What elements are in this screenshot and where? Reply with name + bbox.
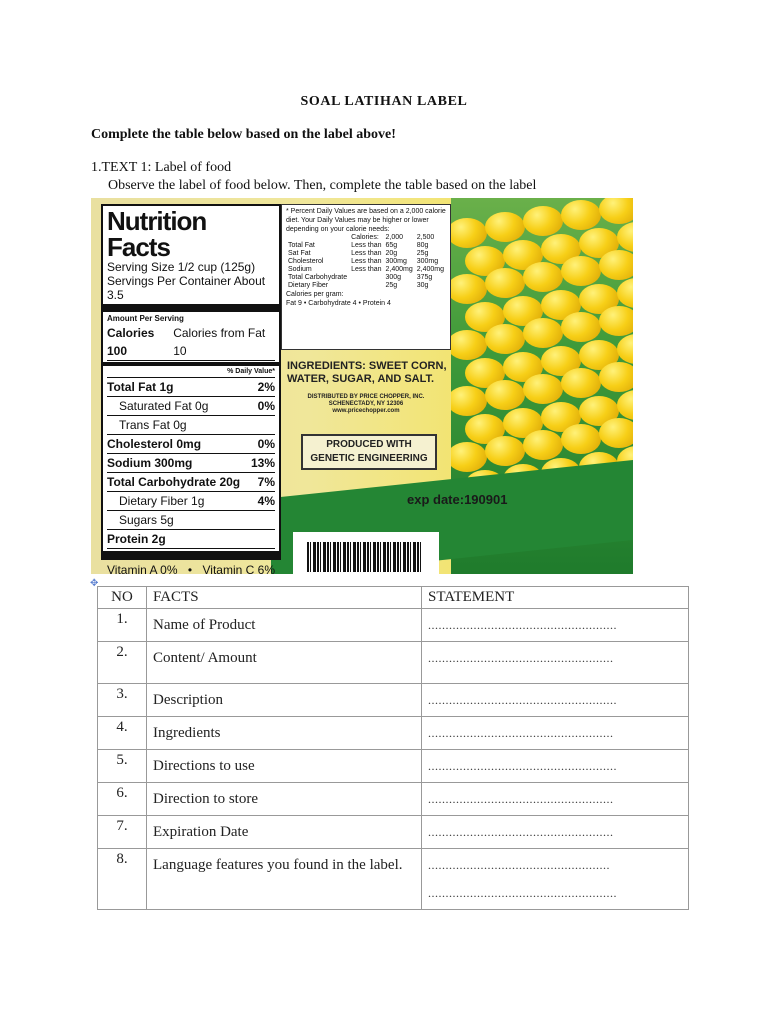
- nutrient-name: Dietary Fiber 1g: [119, 494, 205, 508]
- corn-kernel: [599, 250, 633, 280]
- daily-value-header: % Daily Value*: [107, 367, 275, 378]
- corn-kernel: [617, 278, 633, 308]
- serving-size: Serving Size 1/2 cup (125g): [107, 260, 256, 274]
- footnote-cell: 25g: [416, 250, 429, 257]
- row-number: 2.: [98, 642, 147, 684]
- answer-blank[interactable]: ......................................................: [428, 693, 617, 707]
- row-statement-cell[interactable]: [422, 816, 689, 849]
- row-fact: Description: [147, 684, 422, 717]
- footnote-cell: Less than: [351, 250, 382, 257]
- corn-kernel: [561, 312, 601, 342]
- table-row: [98, 684, 689, 717]
- corn-kernel: [523, 262, 563, 292]
- ingredients-text: INGREDIENTS: SWEET CORN, WATER, SUGAR, AND SALT.: [287, 360, 447, 385]
- row-number: 4.: [98, 717, 147, 750]
- divider: [103, 551, 279, 559]
- corn-kernel: [617, 390, 633, 420]
- footnote-cell: 25g: [385, 282, 398, 289]
- row-fact: Ingredients: [147, 717, 422, 750]
- corn-kernel: [485, 324, 525, 354]
- footnote-cell: Calories:: [351, 234, 379, 241]
- calories-row: [107, 324, 275, 361]
- footnote-cell: 375g: [416, 274, 433, 281]
- footnote-cell: Total Fat: [288, 242, 315, 249]
- corn-kernel: [451, 386, 487, 416]
- row-fact: Direction to store: [147, 783, 422, 816]
- calories-per-gram: Calories per gram:: [286, 291, 344, 298]
- corn-kernel: [451, 330, 487, 360]
- nutrient-row: [107, 378, 275, 397]
- question-heading: 1.TEXT 1: Label of food: [91, 160, 232, 175]
- nutrient-row: [107, 435, 275, 454]
- nutrient-dv: 0%: [257, 437, 275, 451]
- footnote-cell: 300mg: [385, 258, 407, 265]
- footnote-row: [286, 250, 446, 258]
- corn-kernel: [561, 424, 601, 454]
- footnote-cell: Less than: [351, 258, 382, 265]
- table-move-handle-icon[interactable]: ✥: [90, 578, 99, 589]
- footnote-cell: 2,000: [385, 234, 404, 241]
- row-statement-cell[interactable]: [422, 684, 689, 717]
- footnote-cell: Dietary Fiber: [288, 282, 329, 289]
- footnote-row: [286, 234, 446, 242]
- nutrition-facts-title: Nutrition Facts: [107, 206, 207, 262]
- row-statement-cell[interactable]: [422, 717, 689, 750]
- nutrient-name: Sugars 5g: [119, 513, 174, 527]
- corn-kernel: [451, 442, 487, 472]
- footnote-cell: 20g: [385, 250, 398, 257]
- corn-kernel: [451, 218, 487, 248]
- footnote-cell: Cholesterol: [288, 258, 324, 265]
- nutrient-row: [107, 492, 275, 511]
- nutrient-dv: 2%: [257, 380, 275, 394]
- row-statement-cell[interactable]: [422, 750, 689, 783]
- answer-blank[interactable]: .....................................................: [428, 651, 614, 665]
- footnote-cell: Less than: [351, 242, 382, 249]
- row-statement-cell[interactable]: [422, 783, 689, 816]
- corn-kernel: [485, 380, 525, 410]
- nutrient-dv: 0%: [257, 399, 275, 413]
- header-statement: STATEMENT: [422, 587, 689, 609]
- answer-blank[interactable]: ....................................................: [428, 858, 610, 872]
- footnote-cell: 2,400mg: [385, 266, 413, 273]
- corn-kernel: [523, 430, 563, 460]
- footnote-cell: [286, 234, 349, 242]
- footnote-cell: Sodium: [288, 266, 312, 273]
- nutrient-rows: [103, 378, 279, 549]
- row-statement-cell[interactable]: [422, 642, 689, 684]
- table-row: [98, 642, 689, 684]
- food-label-image: [91, 198, 633, 574]
- genetic-engineering-notice: [301, 434, 437, 470]
- answer-blank[interactable]: ......................................................: [428, 886, 617, 900]
- corn-kernel: [485, 212, 525, 242]
- nutrient-name: Total Carbohydrate 20g: [107, 475, 241, 489]
- row-fact: Expiration Date: [147, 816, 422, 849]
- amount-per-serving: Amount Per Serving: [107, 314, 184, 323]
- instruction-text: Complete the table below based on the label above!: [91, 127, 396, 142]
- bullet: •: [187, 563, 193, 574]
- footnote-cell: Total Carbohydrate: [288, 274, 348, 281]
- divider: [103, 304, 279, 312]
- footnote-cell: 2,400mg: [416, 266, 444, 273]
- nutrient-dv: 13%: [250, 456, 275, 470]
- row-fact: Content/ Amount: [147, 642, 422, 684]
- vitamin-a: Vitamin A 0%: [107, 563, 178, 574]
- vitamin-row: [107, 561, 275, 574]
- footnote-cell: 80g: [416, 242, 429, 249]
- row-statement-cell[interactable]: [422, 849, 689, 910]
- distributor-info: [301, 394, 431, 415]
- corn-kernel: [523, 318, 563, 348]
- row-number: 3.: [98, 684, 147, 717]
- corn-kernel: [523, 374, 563, 404]
- vitamin-c: Vitamin C 6%: [202, 563, 275, 574]
- nutrient-row: [107, 530, 275, 549]
- nutrient-name: Saturated Fat 0g: [119, 399, 209, 413]
- table-header-row: [98, 587, 689, 609]
- row-number: 6.: [98, 783, 147, 816]
- nutrient-dv: 4%: [257, 494, 275, 508]
- corn-kernel: [561, 200, 601, 230]
- footnote-row: [286, 282, 446, 290]
- corn-kernel: [485, 436, 525, 466]
- footnote-row: [286, 258, 446, 266]
- corn-kernel: [523, 206, 563, 236]
- row-fact: Language features you found in the label.: [147, 849, 422, 910]
- footnote-cell: 300mg: [416, 258, 439, 265]
- table-row: [98, 849, 689, 910]
- nutrient-dv: 7%: [257, 475, 275, 489]
- daily-value-footnote: [281, 204, 451, 350]
- footnote-cell: [349, 282, 383, 290]
- footnote-cell: Less than: [351, 266, 382, 273]
- corn-kernel: [617, 222, 633, 252]
- row-fact: Name of Product: [147, 609, 422, 642]
- observe-text: Observe the label of food below. Then, complete the table based on the label: [108, 178, 537, 193]
- header-facts: FACTS: [147, 587, 422, 609]
- calories: Calories 100: [107, 326, 155, 358]
- corn-kernel: [561, 256, 601, 286]
- corn-kernel: [599, 198, 633, 224]
- nutrient-row: [107, 454, 275, 473]
- corn-kernel: [485, 268, 525, 298]
- answer-blank[interactable]: .....................................................: [428, 825, 614, 839]
- corn-kernel: [561, 368, 601, 398]
- corn-kernel: [451, 274, 487, 304]
- corn-kernel: [599, 306, 633, 336]
- divider: [103, 362, 279, 366]
- answer-blank[interactable]: .....................................................: [428, 726, 614, 740]
- footnote-row: [286, 242, 446, 250]
- corn-kernel: [599, 418, 633, 448]
- nutrient-row: [107, 397, 275, 416]
- calories-from-fat: Calories from Fat 10: [173, 326, 266, 358]
- nutrient-name: Protein 2g: [107, 532, 166, 546]
- answer-blank[interactable]: ......................................................: [428, 759, 617, 773]
- servings-per-container: Servings Per Container About 3.5: [107, 274, 266, 302]
- ge-text: PRODUCED WITH GENETIC ENGINEERING: [310, 439, 428, 464]
- nutrient-row: [107, 511, 275, 530]
- page-title: SOAL LATIHAN LABEL: [300, 94, 468, 109]
- header-no: NO: [98, 587, 147, 609]
- distributor-web: www.pricechopper.com: [332, 408, 400, 414]
- nutrient-name: Trans Fat 0g: [119, 418, 187, 432]
- nutrient-row: [107, 473, 275, 492]
- corn-kernel: [617, 334, 633, 364]
- footnote-cell: 30g: [416, 282, 429, 289]
- answer-blank[interactable]: ......................................................: [428, 618, 617, 632]
- table-row: [98, 609, 689, 642]
- footnote-cell: 300g: [385, 274, 402, 281]
- row-number: 1.: [98, 609, 147, 642]
- row-number: 8.: [98, 849, 147, 910]
- answer-table: [97, 586, 689, 910]
- footnote-cell: [349, 274, 383, 282]
- table-row: [98, 816, 689, 849]
- corn-kernel: [599, 362, 633, 392]
- footnote-text: * Percent Daily Values are based on a 2,000 calorie diet. Your Daily Values may be higher or lower depending on your calorie needs:: [286, 208, 446, 233]
- footnote-row: [286, 274, 446, 282]
- row-number: 7.: [98, 816, 147, 849]
- footnote-table: [286, 234, 446, 290]
- distributor-city: SCHENECTADY, NY 12306: [328, 401, 404, 407]
- footnote-row: [286, 266, 446, 274]
- footnote-cell: 2,500: [416, 234, 435, 241]
- calories-per-gram-values: Fat 9 • Carbohydrate 4 • Protein 4: [286, 300, 391, 307]
- row-fact: Directions to use: [147, 750, 422, 783]
- footnote-cell: 65g: [385, 242, 398, 249]
- nutrient-row: [107, 416, 275, 435]
- nutrient-name: Sodium 300mg: [107, 456, 193, 470]
- table-row: [98, 750, 689, 783]
- barcode: [293, 532, 439, 574]
- nutrition-facts-panel: [101, 204, 281, 574]
- row-statement-cell[interactable]: [422, 609, 689, 642]
- nutrient-name: Cholesterol 0mg: [107, 437, 202, 451]
- expiration-date: exp date:190901: [407, 492, 508, 507]
- footnote-cell: Sat Fat: [288, 250, 311, 257]
- table-row: [98, 717, 689, 750]
- nutrient-name: Total Fat 1g: [107, 380, 174, 394]
- distributor: DISTRIBUTED BY PRICE CHOPPER, INC.: [307, 394, 425, 400]
- answer-blank[interactable]: .....................................................: [428, 792, 614, 806]
- table-row: [98, 783, 689, 816]
- row-number: 5.: [98, 750, 147, 783]
- barcode-lines: [307, 542, 423, 572]
